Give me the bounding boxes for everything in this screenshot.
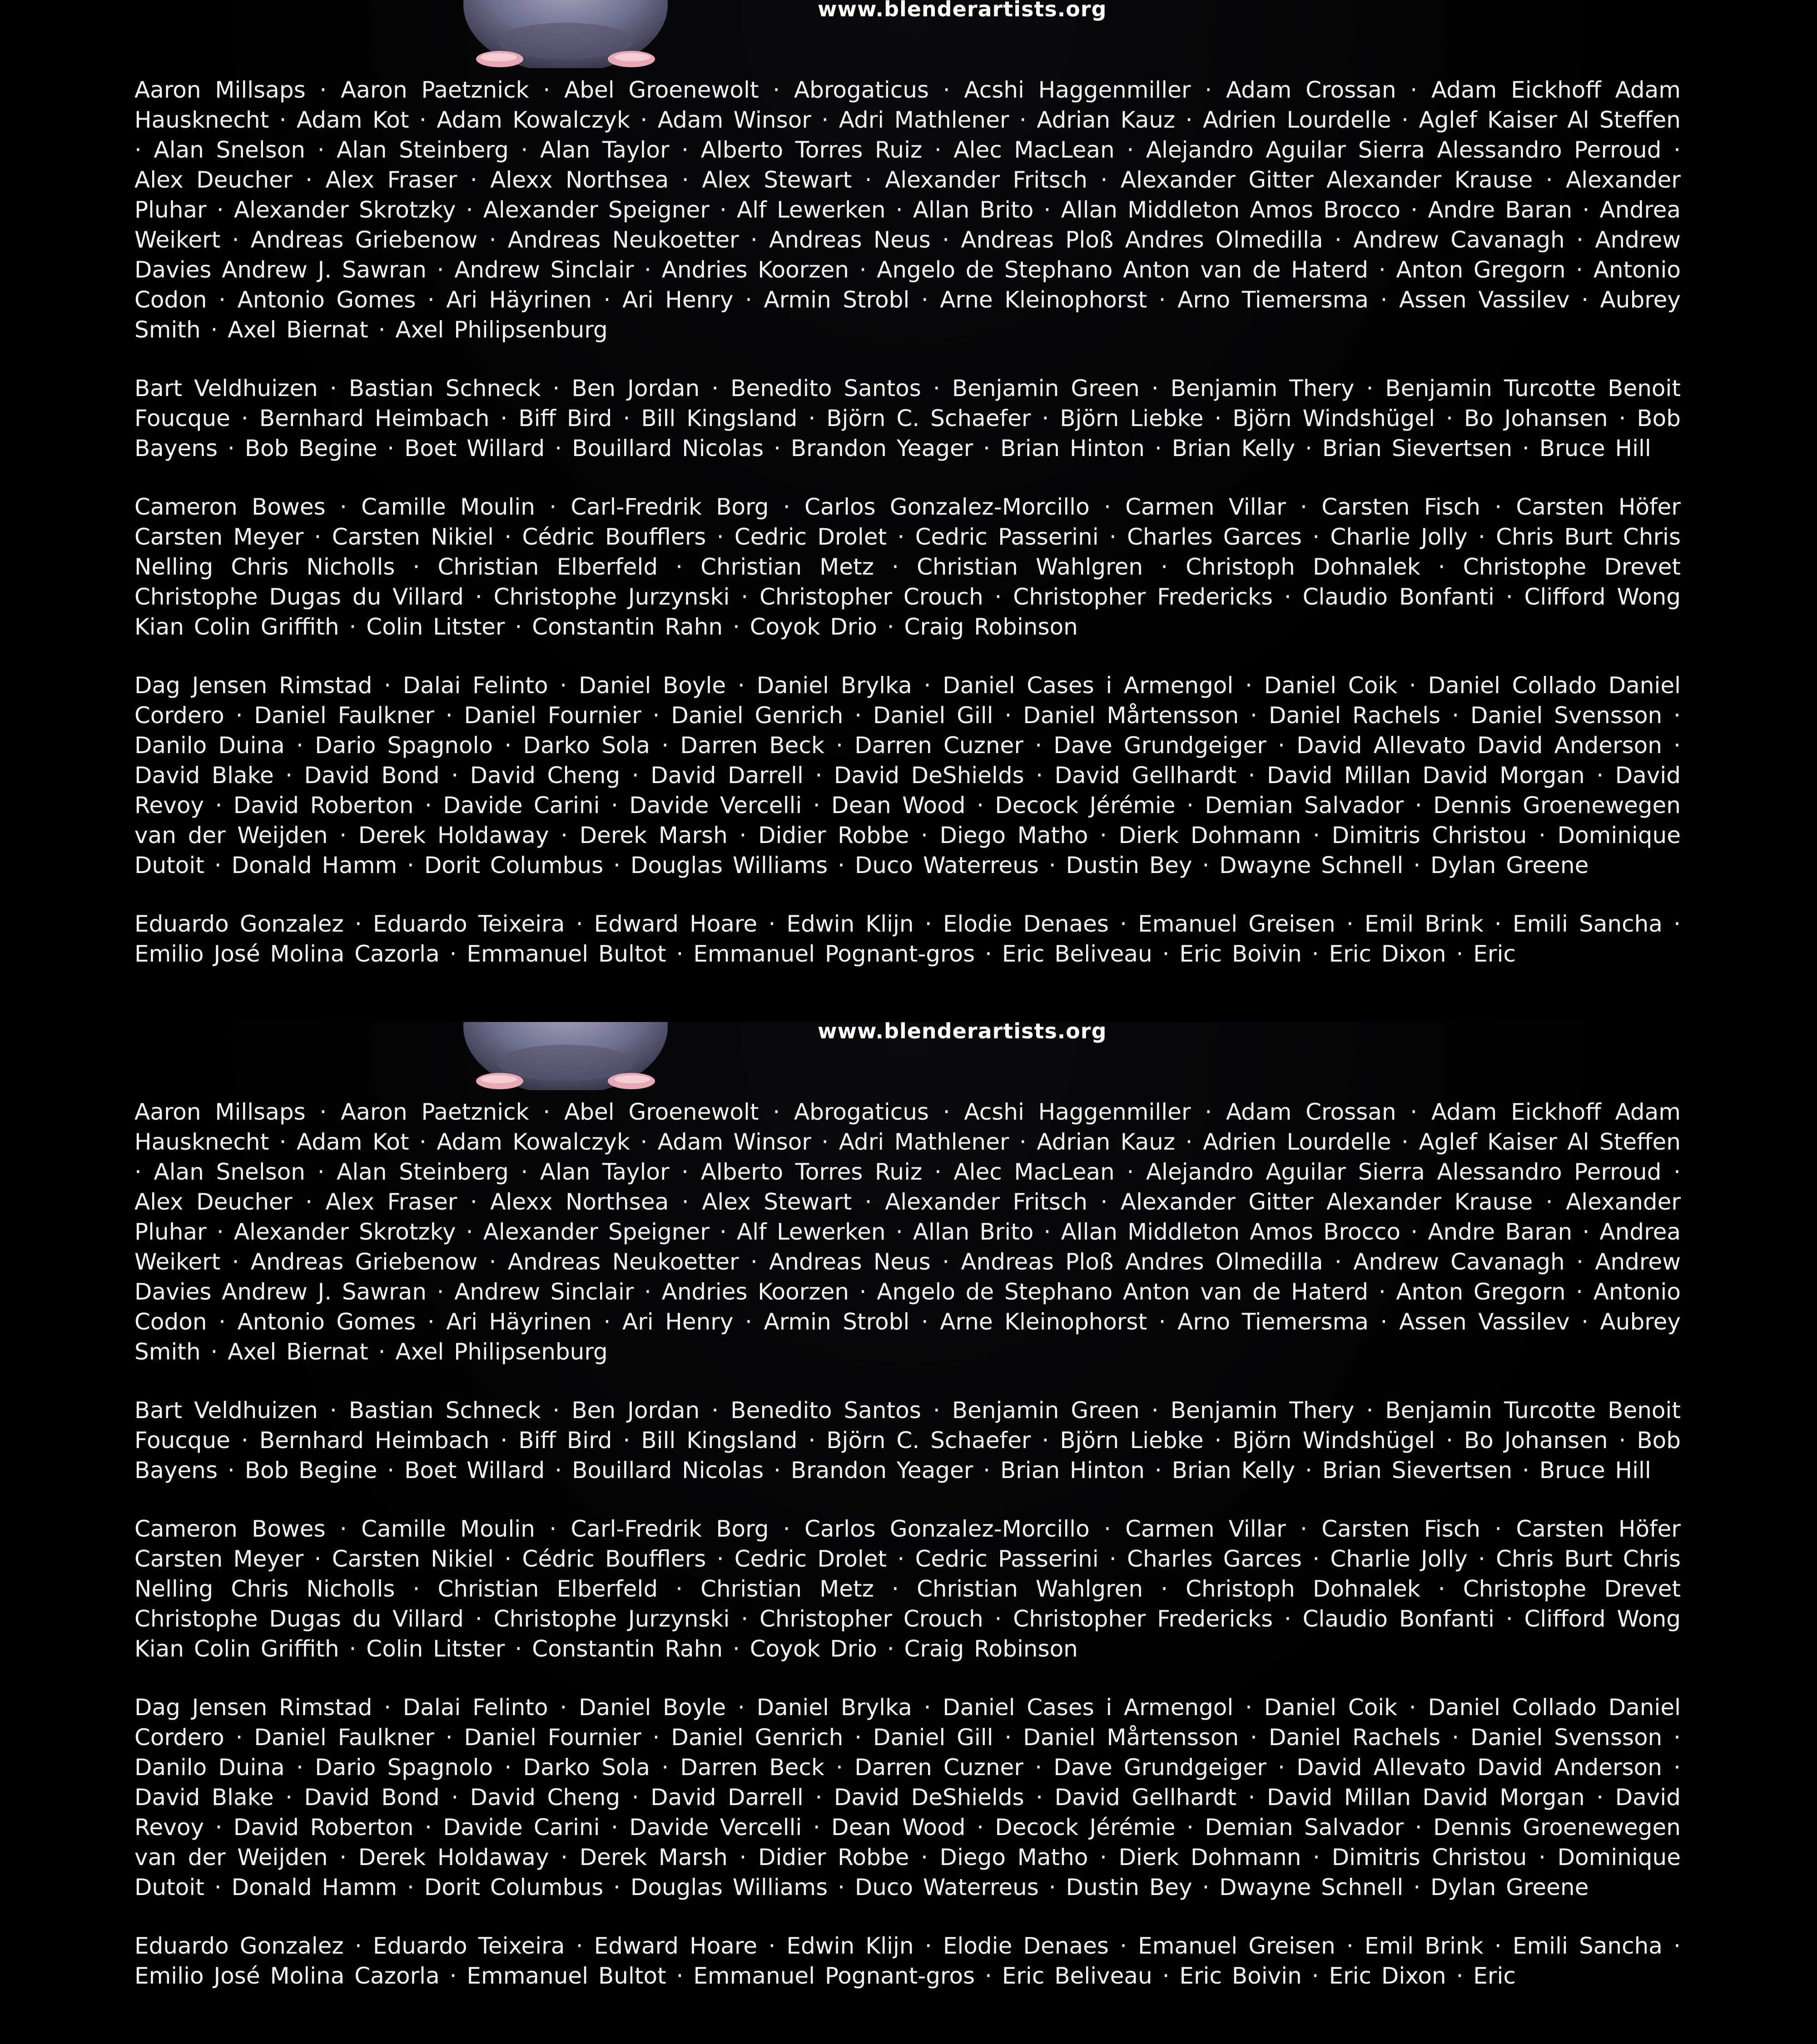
credits-section-c: Cameron Bowes · Camille Moulin · Carl-Fredrik Borg · Carlos Gonzalez-Morcillo · Carmen Villar · Carsten Fisch · Carsten Höfer Carsten Meyer · Carsten Nikiel · Cédric Boufflers · Cedric Drolet · Cedric Passerini · Charles Garces · Charlie Jolly · Chris Burt Chris Nelling Chris Nicholls · Christian Elberfeld · Christian Metz · Christian Wahlgren · Christoph Dohnalek · Christophe Drevet Christophe Dugas du Villard · Christophe Jurzynski · Christopher Crouch · Christopher Fredericks · Claudio Bonfanti · Clifford Wong Kian Colin Griffith · Colin Litster · Constantin Rahn · Coyok Drio · Craig Robinson xyxy=(134,494,1681,640)
credits-section-c: Cameron Bowes · Camille Moulin · Carl-Fredrik Borg · Carlos Gonzalez-Morcillo · Carmen Villar · Carsten Fisch · Carsten Höfer Carsten Meyer · Carsten Nikiel · Cédric Boufflers · Cedric Drolet · Cedric Passerini · Charles Garces · Charlie Jolly · Chris Burt Chris Nelling Chris Nicholls · Christian Elberfeld · Christian Metz · Christian Wahlgren · Christoph Dohnalek · Christophe Drevet Christophe Dugas du Villard · Christophe Jurzynski · Christopher Crouch · Christopher Fredericks · Claudio Bonfanti · Clifford Wong Kian Colin Griffith · Colin Litster · Constantin Rahn · Coyok Drio · Craig Robinson xyxy=(134,1516,1681,1662)
credits-section-e: Eduardo Gonzalez · Eduardo Teixeira · Edward Hoare · Edwin Klijn · Elodie Denaes · Emanuel Greisen · Emil Brink · Emili Sancha · Emilio José Molina Cazorla · Emmanuel Bultot · Emmanuel Pognant-gros · Eric Beliveau · Eric Boivin · Eric Dixon · Eric xyxy=(134,911,1681,967)
credits-section-e: Eduardo Gonzalez · Eduardo Teixeira · Edward Hoare · Edwin Klijn · Elodie Denaes · Emanuel Greisen · Emil Brink · Emili Sancha · Emilio José Molina Cazorla · Emmanuel Bultot · Emmanuel Pognant-gros · Eric Beliveau · Eric Boivin · Eric Dixon · Eric xyxy=(134,1933,1681,1989)
credits-section-b: Bart Veldhuizen · Bastian Schneck · Ben Jordan · Benedito Santos · Benjamin Green · Benjamin Thery · Benjamin Turcotte Benoit Foucque · Bernhard Heimbach · Biff Bird · Bill Kingsland · Björn C. Schaefer · Björn Liebke · Björn Windshügel · Bo Johansen · Bob Bayens · Bob Begine · Boet Willard · Bouillard Nicolas · Brandon Yeager · Brian Hinton · Brian Kelly · Brian Sievertsen · Bruce Hill xyxy=(134,375,1681,461)
credits-section-a: Aaron Millsaps · Aaron Paetznick · Abel Groenewolt · Abrogaticus · Acshi Haggenmiller · Adam Crossan · Adam Eickhoff Adam Hausknecht · Adam Kot · Adam Kowalczyk · Adam Winsor · Adri Mathlener · Adrian Kauz · Adrien Lourdelle · Aglef Kaiser Al Steffen · Alan Snelson · Alan Steinberg · Alan Taylor · Alberto Torres Ruiz · Alec MacLean · Alejandro Aguilar Sierra Alessandro Perroud · Alex Deucher · Alex Fraser · Alexx Northsea · Alex Stewart · Alexander Fritsch · Alexander Gitter Alexander Krause · Alexander Pluhar · Alexander Skrotzky · Alexander Speigner · Alf Lewerken · Allan Brito · Allan Middleton Amos Brocco · Andre Baran · Andrea Weikert · Andreas Griebenow · Andreas Neukoetter · Andreas Neus · Andreas Ploß Andres Olmedilla · Andrew Cavanagh · Andrew Davies Andrew J. Sawran · Andrew Sinclair · Andries Koorzen · Angelo de Stephano Anton van de Haterd · Anton Gregorn · Antonio Codon · Antonio Gomes · Ari Häyrinen · Ari Henry · Armin Strobl · Arne Kleinophorst · Arno Tiemersma · Assen Vassilev · Aubrey Smith · Axel Biernat · Axel Philipsenburg xyxy=(134,77,1681,343)
site-url-watermark: www.blenderartists.org xyxy=(818,1022,1107,1043)
credits-section-b: Bart Veldhuizen · Bastian Schneck · Ben Jordan · Benedito Santos · Benjamin Green · Benjamin Thery · Benjamin Turcotte Benoit Foucque · Bernhard Heimbach · Biff Bird · Bill Kingsland · Björn C. Schaefer · Björn Liebke · Björn Windshügel · Bo Johansen · Bob Bayens · Bob Begine · Boet Willard · Bouillard Nicolas · Brandon Yeager · Brian Hinton · Brian Kelly · Brian Sievertsen · Bruce Hill xyxy=(134,1397,1681,1483)
credits-list xyxy=(134,75,1681,997)
credits-list xyxy=(134,1097,1681,2019)
rat-mascot-icon xyxy=(459,1022,672,1090)
credits-section-a: Aaron Millsaps · Aaron Paetznick · Abel Groenewolt · Abrogaticus · Acshi Haggenmiller · Adam Crossan · Adam Eickhoff Adam Hausknecht · Adam Kot · Adam Kowalczyk · Adam Winsor · Adri Mathlener · Adrian Kauz · Adrien Lourdelle · Aglef Kaiser Al Steffen · Alan Snelson · Alan Steinberg · Alan Taylor · Alberto Torres Ruiz · Alec MacLean · Alejandro Aguilar Sierra Alessandro Perroud · Alex Deucher · Alex Fraser · Alexx Northsea · Alex Stewart · Alexander Fritsch · Alexander Gitter Alexander Krause · Alexander Pluhar · Alexander Skrotzky · Alexander Speigner · Alf Lewerken · Allan Brito · Allan Middleton Amos Brocco · Andre Baran · Andrea Weikert · Andreas Griebenow · Andreas Neukoetter · Andreas Neus · Andreas Ploß Andres Olmedilla · Andrew Cavanagh · Andrew Davies Andrew J. Sawran · Andrew Sinclair · Andries Koorzen · Angelo de Stephano Anton van de Haterd · Anton Gregorn · Antonio Codon · Antonio Gomes · Ari Häyrinen · Ari Henry · Armin Strobl · Arne Kleinophorst · Arno Tiemersma · Assen Vassilev · Aubrey Smith · Axel Biernat · Axel Philipsenburg xyxy=(134,1099,1681,1365)
credits-section-d: Dag Jensen Rimstad · Dalai Felinto · Daniel Boyle · Daniel Brylka · Daniel Cases i Armengol · Daniel Coik · Daniel Collado Daniel Cordero · Daniel Faulkner · Daniel Fournier · Daniel Genrich · Daniel Gill · Daniel Mårtensson · Daniel Rachels · Daniel Svensson · Danilo Duina · Dario Spagnolo · Darko Sola · Darren Beck · Darren Cuzner · Dave Grundgeiger · David Allevato David Anderson · David Blake · David Bond · David Cheng · David Darrell · David DeShields · David Gellhardt · David Millan David Morgan · David Revoy · David Roberton · Davide Carini · Davide Vercelli · Dean Wood · Decock Jérémie · Demian Salvador · Dennis Groenewegen van der Weijden · Derek Holdaway · Derek Marsh · Didier Robbe · Diego Matho · Dierk Dohmann · Dimitris Christou · Dominique Dutoit · Donald Hamm · Dorit Columbus · Douglas Williams · Duco Waterreus · Dustin Bey · Dwayne Schnell · Dylan Greene xyxy=(134,672,1681,878)
site-url-watermark: www.blenderartists.org xyxy=(818,0,1107,21)
credits-section-d: Dag Jensen Rimstad · Dalai Felinto · Daniel Boyle · Daniel Brylka · Daniel Cases i Armengol · Daniel Coik · Daniel Collado Daniel Cordero · Daniel Faulkner · Daniel Fournier · Daniel Genrich · Daniel Gill · Daniel Mårtensson · Daniel Rachels · Daniel Svensson · Danilo Duina · Dario Spagnolo · Darko Sola · Darren Beck · Darren Cuzner · Dave Grundgeiger · David Allevato David Anderson · David Blake · David Bond · David Cheng · David Darrell · David DeShields · David Gellhardt · David Millan David Morgan · David Revoy · David Roberton · Davide Carini · Davide Vercelli · Dean Wood · Decock Jérémie · Demian Salvador · Dennis Groenewegen van der Weijden · Derek Holdaway · Derek Marsh · Didier Robbe · Diego Matho · Dierk Dohmann · Dimitris Christou · Dominique Dutoit · Donald Hamm · Dorit Columbus · Douglas Williams · Duco Waterreus · Dustin Bey · Dwayne Schnell · Dylan Greene xyxy=(134,1694,1681,1900)
credits-frame-2 xyxy=(0,1022,1817,2044)
rat-mascot-icon xyxy=(459,0,672,68)
